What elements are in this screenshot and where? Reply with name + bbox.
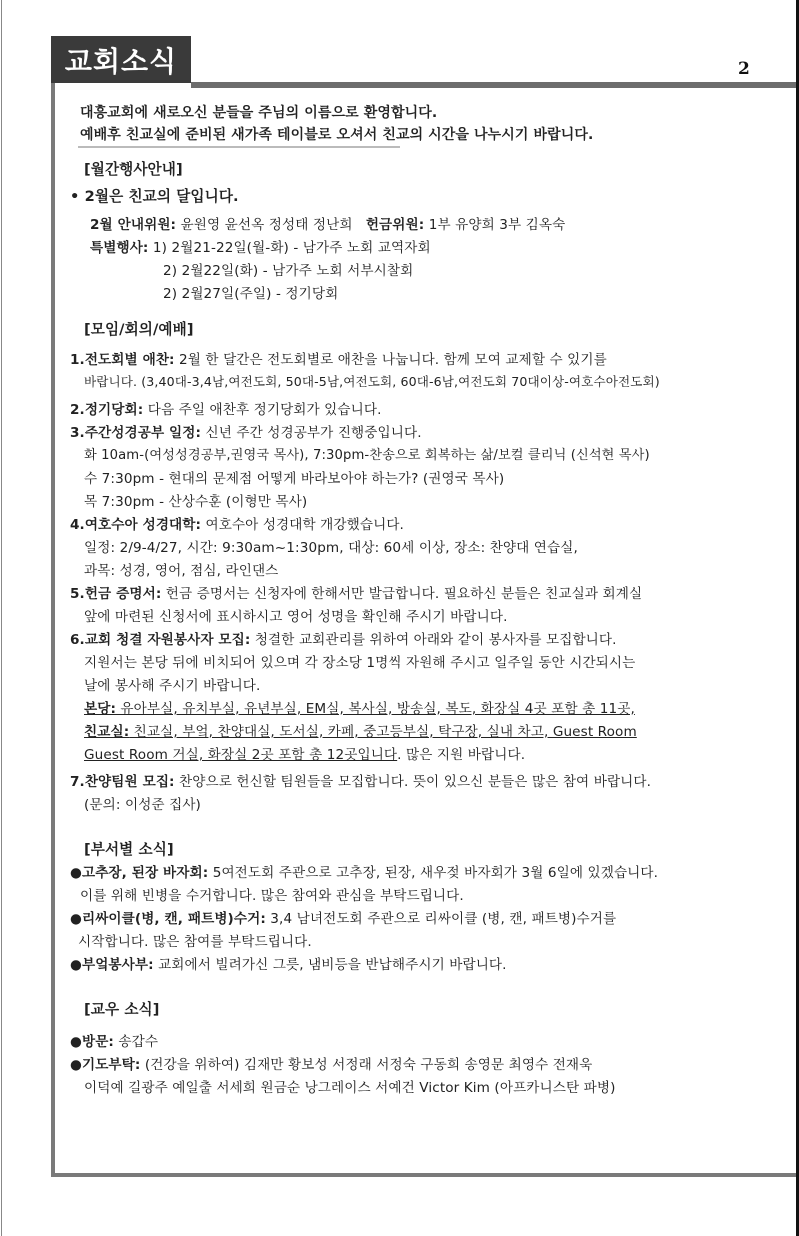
prayer-text: (건강을 위하여) 김재만 황보성 서정래 서정숙 구동희 송영문 최영수 전재욱	[140, 1057, 593, 1073]
section-title: 교회소식	[51, 36, 191, 83]
bible-college-subjects: 과목: 성경, 영어, 점심, 라인댄스	[84, 563, 279, 579]
meeting-item-1-label: 1.전도회별 애찬:	[70, 352, 175, 368]
fellowship-hall-areas-cont-text: Guest Room 거실, 화장실 2곳 포함 총 12곳입니다	[84, 747, 398, 763]
guide-names: 윤원영 윤선옥 정성태 정난희	[176, 217, 353, 233]
departments-header: [부서별 소식]	[84, 841, 174, 858]
bible-study-thursday: 목 7:30pm - 산상수훈 (이형만 목사)	[84, 494, 308, 510]
meeting-item-2-label: 2.정기당회:	[70, 402, 144, 418]
offering-names: 1부 유양희 3부 김옥숙	[424, 217, 566, 233]
volunteer-request: . 많은 지원 바랍니다.	[397, 747, 526, 763]
dept-item-1-text: 5여전도회 주관으로 고추장, 된장, 새우젖 바자회가 3월 6일에 있겠습니다.	[208, 865, 659, 881]
member-item-prayer	[70, 1053, 592, 1073]
special-label: 특별행사:	[90, 240, 149, 256]
meeting-item-2	[70, 398, 382, 418]
welcome-line-2: 예배후 친교실에 준비된 새가족 테이블로 오셔서 친교의 시간을 나누시기 바랍니다.	[80, 127, 594, 143]
meeting-item-5	[70, 582, 642, 602]
content-frame-left	[51, 83, 55, 1177]
meeting-item-7-contact: (문의: 이성준 집사)	[84, 797, 201, 813]
meeting-item-1-cont: 바랍니다. (3,40대-3,4남,여전도회, 50대-5남,여전도회, 60대-6남,여전도회 70대이상-여호수아전도회)	[84, 374, 660, 389]
dept-item-3-text: 교회에서 빌려가신 그릇, 냄비등을 반납해주시기 바랍니다.	[153, 957, 507, 973]
special-event-3: 2) 2월27일(주일) - 정기당회	[163, 286, 339, 302]
dept-item-3-label: ●부엌봉사부:	[70, 957, 154, 973]
meeting-item-1	[70, 348, 607, 368]
member-item-visit	[70, 1030, 158, 1050]
offering-label: 헌금위원:	[365, 217, 425, 233]
dept-item-1-label: ●고추장, 된장 바자회:	[70, 865, 209, 881]
dept-item-3	[70, 953, 507, 973]
meeting-item-7-text: 찬양으로 헌신할 팀원들을 모집합니다. 뜻이 있으신 분들은 많은 참여 바랍니다.	[174, 774, 652, 790]
sanctuary-label: 본당:	[84, 701, 116, 717]
meeting-item-3-label: 3.주간성경공부 일정:	[70, 425, 202, 441]
dept-item-2-text: 3,4 남녀전도회 주관으로 리싸이클 (병, 캔, 패트병)수거를	[265, 911, 617, 927]
visit-text: 송갑수	[113, 1034, 159, 1050]
meeting-item-2-text: 다음 주일 애찬후 정기당회가 있습니다.	[143, 402, 382, 418]
meeting-item-6-label: 6.교회 청결 자원봉사자 모집:	[70, 632, 251, 648]
guide-label: 2월 안내위원:	[90, 217, 177, 233]
dept-item-2-cont: 시작합니다. 많은 참여를 부탁드립니다.	[78, 934, 312, 950]
meeting-item-4	[70, 513, 404, 533]
meeting-item-6	[70, 628, 617, 648]
meeting-item-7-label: 7.찬양팀원 모집:	[70, 774, 175, 790]
bible-college-schedule: 일정: 2/9-4/27, 시간: 9:30am~1:30pm, 대상: 60세 이상, 장소: 찬양대 연습실,	[84, 540, 578, 556]
fellowship-hall-areas-cont	[84, 743, 525, 763]
page-border-left	[1, 0, 2, 1236]
members-header: [교우 소식]	[84, 1001, 160, 1018]
meeting-item-4-label: 4.여호수아 성경대학:	[70, 517, 202, 533]
meeting-item-6-text: 청결한 교회관리를 위하여 아래와 같이 봉사자를 모집합니다.	[250, 632, 617, 648]
dept-item-1-cont: 이를 위해 빈병을 수거합니다. 많은 참여와 관심을 부탁드립니다.	[80, 888, 464, 904]
dept-item-1	[70, 861, 658, 881]
bible-study-wednesday: 수 7:30pm - 현대의 문제점 어떻게 바라보아야 하는가? (권영국 목사)	[84, 471, 505, 487]
meeting-item-3	[70, 421, 422, 441]
fellowship-hall-label: 친교실:	[84, 724, 130, 740]
bullet: •	[70, 188, 80, 205]
meeting-item-6-line-2: 지원서는 본당 뒤에 비치되어 있으며 각 장소당 1명씩 자원해 주시고 일주일 동안 시간되시는	[84, 655, 636, 671]
meeting-item-5-text: 헌금 증명서는 신청자에 한해서만 발급합니다. 필요하신 분들은 친교실과 회계실	[161, 586, 643, 602]
prayer-label: ●기도부탁:	[70, 1057, 141, 1073]
meeting-item-7	[70, 770, 651, 790]
special-event-2: 2) 2월22일(화) - 남가주 노회 서부시찰회	[163, 263, 414, 279]
meeting-item-3-text: 신년 주간 성경공부가 진행중입니다.	[201, 425, 422, 441]
special-event-1-text: 1) 2월21-22일(월-화) - 남가주 노회 교역자회	[148, 240, 431, 256]
dept-item-2	[70, 907, 616, 927]
title-underline-bar	[191, 82, 796, 88]
guide-committee-line	[90, 213, 565, 233]
page-number: 2	[738, 59, 750, 79]
sanctuary-areas	[84, 697, 635, 717]
visit-label: ●방문:	[70, 1034, 114, 1050]
meeting-item-1-text: 2월 한 달간은 전도회별로 애찬을 나눕니다. 함께 모여 교제할 수 있기를	[174, 352, 607, 368]
meeting-item-5-label: 5.헌금 증명서:	[70, 586, 162, 602]
welcome-divider	[78, 146, 400, 148]
meeting-item-5-cont: 앞에 마련된 신청서에 표시하시고 영어 성명을 확인해 주시기 바랍니다.	[84, 609, 508, 625]
monthly-headline	[70, 185, 239, 206]
meeting-item-6-line-3: 날에 봉사해 주시기 바랍니다.	[84, 678, 261, 694]
content-frame-bottom	[51, 1173, 796, 1177]
monthly-events-header: [월간행사안내]	[84, 161, 183, 178]
fellowship-hall-areas-text: 친교실, 부엌, 찬양대실, 도서실, 카페, 중고등부실, 탁구장, 실내 차고, Guest Room	[129, 724, 637, 740]
fellowship-hall-areas	[84, 720, 637, 740]
dept-item-2-label: ●리싸이클(병, 캔, 패트병)수거:	[70, 911, 266, 927]
meeting-item-4-text: 여호수아 성경대학 개강했습니다.	[201, 517, 404, 533]
prayer-names-cont: 이덕예 길광주 예일출 서세희 원금순 낭그레이스 서예건 Victor Kim (아프카니스탄 파병)	[84, 1080, 616, 1096]
monthly-headline-text: 2월은 친교의 달입니다.	[84, 188, 239, 205]
special-event-1	[90, 236, 431, 256]
bible-study-tuesday: 화 10am-(여성성경공부,권영국 목사), 7:30pm-찬송으로 회복하는 삶/보컬 클리닉 (신석현 목사)	[84, 448, 650, 463]
sanctuary-areas-text: 유아부실, 유치부실, 유년부실, EM실, 복사실, 방송실, 복도, 화장실 4곳 포함 총 11곳,	[116, 701, 635, 717]
meetings-header: [모임/회의/예배]	[84, 321, 194, 338]
welcome-line-1: 대흥교회에 새로오신 분들을 주님의 이름으로 환영합니다.	[80, 105, 438, 121]
